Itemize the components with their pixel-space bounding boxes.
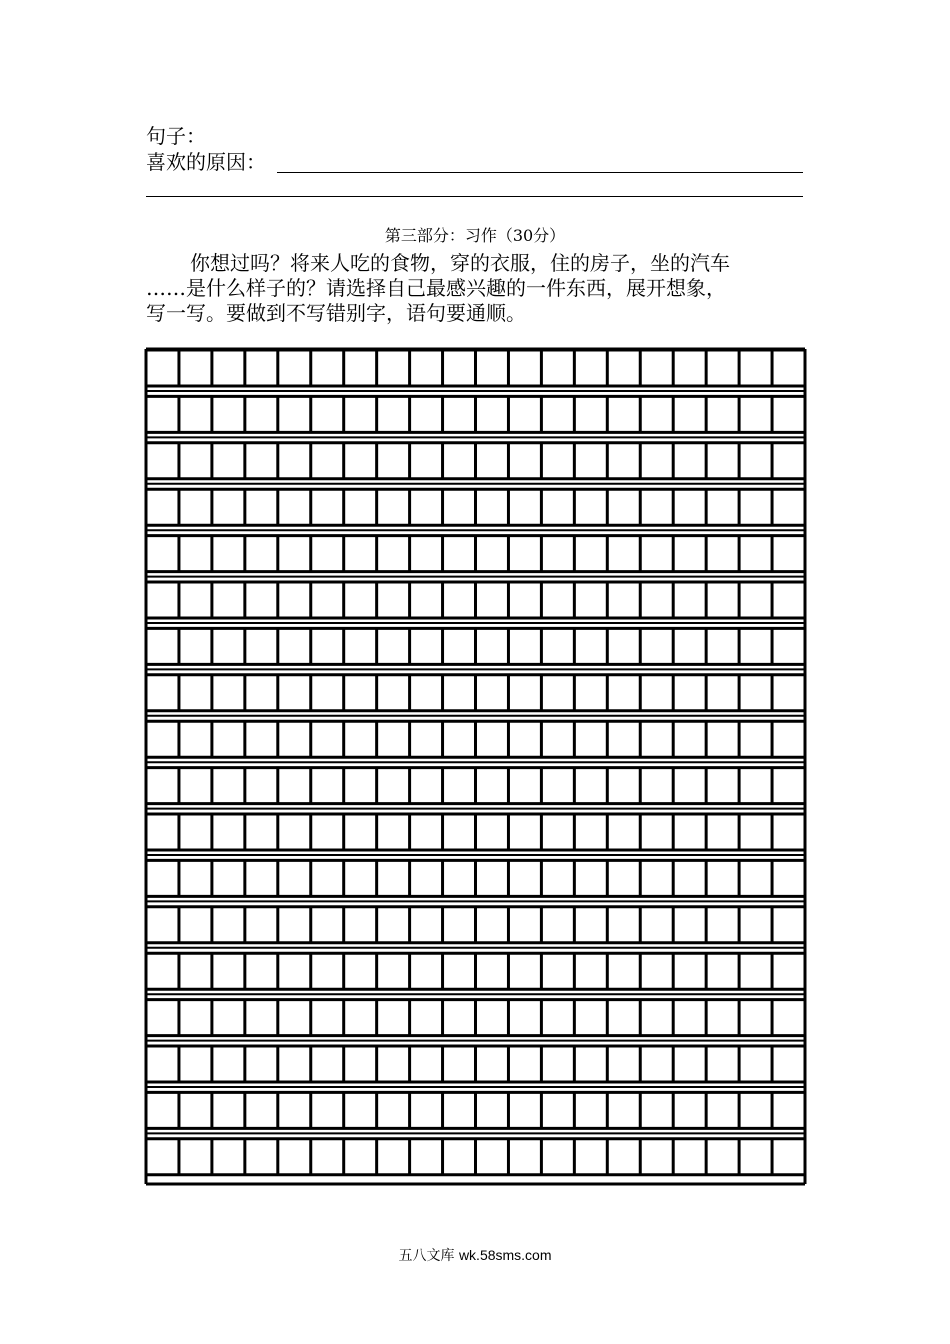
footer-site: wk.58sms.com xyxy=(458,1247,552,1263)
grid-row[interactable] xyxy=(146,953,805,994)
footer xyxy=(0,1246,950,1265)
grid-row[interactable] xyxy=(146,628,805,669)
grid-row[interactable] xyxy=(146,1139,805,1175)
grid-row[interactable] xyxy=(146,396,805,437)
grid-row[interactable] xyxy=(146,489,805,530)
grid-row[interactable] xyxy=(146,1046,805,1087)
grid-row[interactable] xyxy=(146,860,805,901)
grid-row[interactable] xyxy=(146,350,805,391)
grid-row[interactable] xyxy=(146,1000,805,1041)
grid-row[interactable] xyxy=(146,443,805,484)
sentence-label: 句子： xyxy=(146,124,206,148)
footer-brand: 五八文库 xyxy=(398,1248,455,1264)
prompt-line-2: ……是什么样子的？请选择自己最感兴趣的一件东西，展开想象， xyxy=(146,276,726,300)
grid-row[interactable] xyxy=(146,768,805,809)
grid-row[interactable] xyxy=(146,675,805,716)
grid-row[interactable] xyxy=(146,536,805,577)
grid-row[interactable] xyxy=(146,907,805,948)
grid-row[interactable] xyxy=(146,814,805,855)
prompt-line-3: 写一写。要做到不写错别字，语句要通顺。 xyxy=(146,301,526,325)
prompt-line-1: 你想过吗？将来人吃的食物，穿的衣服，住的房子，坐的汽车 xyxy=(190,251,730,275)
reason-label: 喜欢的原因： xyxy=(146,150,266,174)
grid-row[interactable] xyxy=(146,1092,805,1133)
grid-row[interactable] xyxy=(146,721,805,762)
grid-row[interactable] xyxy=(146,582,805,623)
section-title: 第三部分：习作（30分） xyxy=(384,226,566,245)
